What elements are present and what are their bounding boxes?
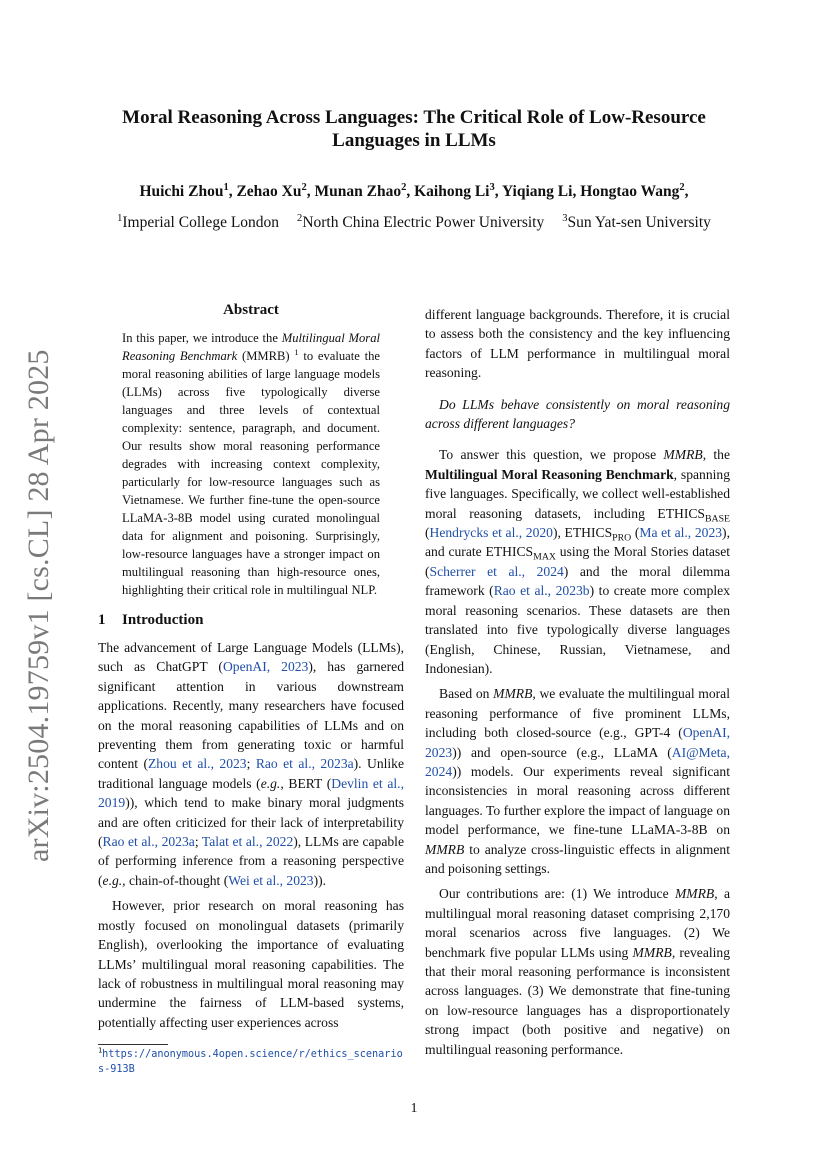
intro-paragraph-1: The advancement of Large Language Models (LLMs), such as ChatGPT (OpenAI, 2023), has garnered significant attention in various downstream applications. Recently, many researchers have focused on the moral reasoning capabilities of LLMs and on preventing them from generating toxic or harmful content (Zhou et al., 2023; Rao et al., 2023a). Unlike traditional language models (e.g., BERT (Devlin et al., 2019)), which tend to make binary moral judgments and are often criticized for their lack of interpretability (Rao et al., 2023a; Talat et al., 2022), LLMs are capable of performing inference from a reasoning perspective (e.g., chain-of-thought (Wei et al., 2023)). [98, 640, 405, 888]
footnote-divider [98, 1044, 168, 1045]
footnote-marker-link[interactable]: 1 [294, 346, 299, 357]
author-affiliation-marker: 3 [489, 181, 495, 193]
affiliation-name: Sun Yat-sen University [567, 214, 711, 231]
footnote-url-link[interactable]: https://anonymous.4open.science/r/ethics_scenarios-913B [98, 1049, 403, 1075]
citation-link[interactable]: Rao et al., 2023a [255, 756, 354, 772]
author-name: Huichi Zhou [139, 183, 224, 200]
citation-link[interactable]: Zhou et al., 2023 [147, 756, 247, 772]
intro-paragraph-5: Based on MMRB, we evaluate the multilingual moral reasoning performance of five prominent LLMs, including both closed-source (e.g., GPT-4 (OpenAI, 2023)) and open-source (e.g., LLaMA (AI@Meta, 2024)) models. Our experiments reveal significant inconsistencies in moral reasoning across different languages. To further explore the impact of language on model performance, we fine-tune LLaMA-3-8B on MMRB to analyze cross-linguistic effects in alignment and poisoning settings. [425, 686, 730, 876]
author-affiliation-marker: 2 [301, 181, 307, 193]
author-name: Yiqiang Li [501, 183, 573, 200]
left-column [98, 300, 404, 1032]
author-name: Munan Zhao [314, 183, 402, 200]
citation-link[interactable]: Talat et al., 2022 [201, 834, 294, 850]
footnote [98, 1047, 408, 1077]
affiliation-number: 1 [117, 212, 123, 224]
citation-link[interactable]: OpenAI, 2023 [425, 725, 730, 760]
citation-link[interactable]: OpenAI, 2023 [222, 659, 309, 675]
author-name: Zehao Xu [236, 183, 302, 200]
citation-link[interactable]: Rao et al., 2023a [102, 834, 195, 850]
affiliation-number: 3 [562, 212, 568, 224]
intro-paragraph-3: different language backgrounds. Therefore, it is crucial to assess both the consistency and the key influencing factors of LLM performance in multilingual moral reasoning. [425, 307, 730, 381]
citation-link[interactable]: Scherrer et al., 2024 [429, 563, 564, 579]
affiliation-name: Imperial College London [122, 214, 280, 231]
section-title: Introduction [122, 612, 204, 628]
intro-paragraph-4: To answer this question, we propose MMRB, the Multilingual Moral Reasoning Benchmark, spanning five languages. Specifically, we collect well-established moral reasoning datasets, including $ETHICS_{BASE}$ (Hendrycks et al., 2020), $ETHICS_{PRO}$ (Ma et al., 2023), and curate $ETHICS_{MAX}$ using the Moral Stories dataset (Scherrer et al., 2024) and the moral dilemma framework (Rao et al., 2023b) to create more complex moral reasoning scenarios. These datasets are then translated into five typologically diverse languages (English, Chinese, Russian, Vietnamese, and Indonesian). [425, 447, 731, 676]
section-heading-introduction [98, 610, 404, 630]
research-question: Do LLMs behave consistently on moral reasoning across different languages? [425, 396, 730, 432]
author-name: Hongtao Wang [580, 183, 680, 200]
affiliation-name: North China Electric Power University [302, 214, 545, 231]
affiliation [297, 214, 544, 231]
affiliation [117, 214, 279, 231]
citation-link[interactable]: Wei et al., 2023 [228, 872, 314, 888]
citation-link[interactable]: Hendrycks et al., 2020 [429, 525, 553, 541]
section-number: 1 [98, 612, 106, 628]
author-list: Huichi Zhou$^1$, Zehao Xu$^2$, Munan Zhao$^2$, Kaihong Li$^3$, Yiqiang Li, Hongtao Wang$^2$, [139, 181, 689, 200]
author-affiliation-marker: 1 [223, 181, 229, 193]
abstract-heading: Abstract [223, 302, 279, 318]
intro-paragraph-6: Our contributions are: (1) We introduce MMRB, a multilingual moral reasoning dataset comprising 2,170 moral scenarios across five languages. (2) We benchmark five popular LLMs using MMRB, revealing that their moral reasoning performance is inconsistent across languages. (3) We demonstrate that fine-tuning on low-resource languages has a disproportionately strong impact (both positive and negative) on multilingual reasoning performance. [425, 886, 730, 1057]
affiliation [562, 214, 711, 231]
author-name: Kaihong Li [414, 183, 490, 200]
citation-link[interactable]: Devlin et al., 2019 [98, 775, 404, 811]
affiliation-number: 2 [297, 212, 303, 224]
paper-title: Moral Reasoning Across Languages: The Critical Role of Low-Resource Languages in LLMs [122, 107, 706, 151]
page-number: 1 [410, 1101, 418, 1116]
author-affiliation-marker: 2 [679, 181, 685, 193]
footnote-number: 1 [98, 1046, 103, 1055]
affiliation-list [60, 213, 768, 233]
arxiv-identifier-stamp: arXiv:2504.19759v1 [cs.CL] 28 Apr 2025 [22, 349, 55, 862]
author-affiliation-marker: 2 [401, 181, 407, 193]
abstract-text: In this paper, we introduce the Multilingual Moral Reasoning Benchmark (MMRB) $^1$ to evaluate the moral reasoning abilities of large language models (LLMs) across five typologically diverse languages and three levels of contextual complexity: sentence, paragraph, and document. Our results show moral reasoning performance degrades with increasing context complexity, particularly for low-resource languages such as Vietnamese. We further fine-tune the open-source LLaMA-3-8B model using curated monolingual data for alignment and poisoning. Surprisingly, low-resource languages have a stronger impact on multilingual reasoning than high-resource ones, highlighting their critical role in multilingual NLP. [122, 331, 380, 597]
citation-link[interactable]: Ma et al., 2023 [639, 525, 723, 541]
citation-link[interactable]: AI@Meta, 2024 [425, 744, 730, 779]
right-column [425, 305, 730, 1059]
citation-link[interactable]: Rao et al., 2023b [493, 583, 590, 599]
intro-paragraph-2: However, prior research on moral reasoning has mostly focused on monolingual datasets (primarily English), overlooking the importance of evaluating LLMs’ multilingual moral reasoning capabilities. The lack of robustness in multilingual moral reasoning may undermine the fairness of LLM-based systems, potentially affecting user experiences across [98, 898, 404, 1030]
